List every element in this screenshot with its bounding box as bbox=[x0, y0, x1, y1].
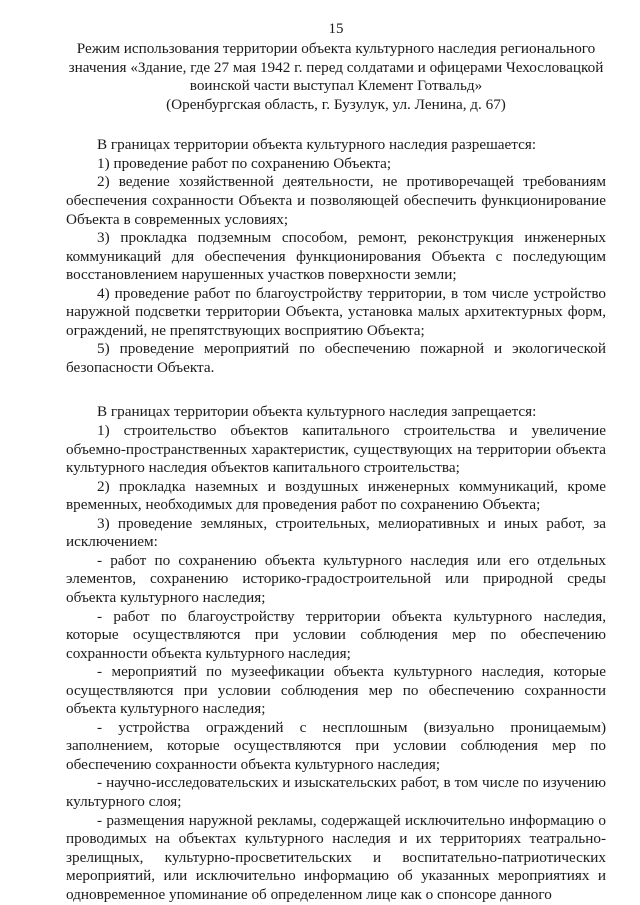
prohibited-subitem-1: - работ по сохранению объекта культурного наследия или его отдельных элементов, сохранению историко-градостроительной или природной среды объекта культурного наследия; bbox=[66, 551, 606, 606]
prohibited-subitem-6: - размещения наружной рекламы, содержащей исключительно информацию о проводимых на объектах культурного наследия и их территориях театрально-зрелищных, культурно-просветительских и воспитательно-патриотических мероприятий, или исключительно информацию об указанных мероприятиях и одновременное упоминание об определенном лице как о спонсоре данного bbox=[66, 811, 606, 903]
allowed-item-1: 1) проведение работ по сохранению Объекта; bbox=[97, 154, 392, 172]
title-line-1: Режим использования территории объекта культурного наследия регионального bbox=[76, 40, 596, 57]
prohibited-subitem-3: - мероприятий по музеефикации объекта культурного наследия, которые осуществляются при условии соблюдения мер по обеспечению сохранности объекта культурного наследия; bbox=[66, 663, 606, 718]
allowed-item-5: 5) проведение мероприятий по обеспечению пожарной и экологической безопасности Объекта. bbox=[66, 340, 606, 376]
document-title bbox=[66, 40, 606, 114]
prohibited-subitem-5: - научно-исследовательских и изыскательских работ, в том числе по изучению культурного слоя; bbox=[66, 774, 606, 810]
title-line-4: (Оренбургская область, г. Бузулук, ул. Ленина, д. 67) bbox=[166, 95, 506, 113]
title-line-2: значения «Здание, где 27 мая 1942 г. перед солдатами и офицерами Чехословацкой bbox=[68, 58, 604, 76]
prohibited-item-3: 3) проведение земляных, строительных, мелиоративных и иных работ, за исключением: bbox=[66, 514, 606, 551]
prohibited-subitem-2: - работ по благоустройству территории объекта культурного наследия, которые осуществляются при условии соблюдения мер по обеспечению сохранности объекта культурного наследия; bbox=[66, 607, 606, 662]
allowed-item-4: 4) проведение работ по благоустройству территории, в том числе устройство наружной подсветки территории Объекта, установка малых архитектурных форм, ограждений, не препятствующих восприятию Объекта; bbox=[66, 284, 606, 339]
prohibited-subitem-4: - устройства ограждений с несплошным (визуально проницаемым) заполнением, которые осуществляются при условии соблюдения мер по обеспечению сохранности объекта культурного наследия; bbox=[66, 718, 606, 773]
title-line-3: воинской части выступал Клемент Готвальд» bbox=[189, 77, 483, 95]
page-number: 15 bbox=[328, 21, 344, 37]
allowed-heading: В границах территории объекта культурного наследия разрешается: bbox=[97, 136, 537, 154]
prohibited-item-1: 1) строительство объектов капитального строительства и увеличение объемно-пространственных характеристик, существующих на территории объекта культурного наследия объектов капитального строительства; bbox=[66, 422, 606, 477]
allowed-item-3: 3) прокладка подземным способом, ремонт, реконструкция инженерных коммуникаций для обеспечения функционирования Объекта с последующим восстановлением нарушенных участков поверхности земли; bbox=[66, 229, 606, 284]
prohibited-section bbox=[66, 403, 606, 904]
allowed-section bbox=[66, 136, 606, 377]
prohibited-item-2: 2) прокладка наземных и воздушных инженерных коммуникаций, кроме временных, необходимых для проведения работ по сохранению Объекта; bbox=[66, 477, 606, 514]
allowed-item-2: 2) ведение хозяйственной деятельности, не противоречащей требованиям обеспечения сохранности Объекта и позволяющей обеспечить функционирование Объекта в современных условиях; bbox=[66, 173, 606, 228]
prohibited-heading: В границах территории объекта культурного наследия запрещается: bbox=[97, 403, 537, 421]
